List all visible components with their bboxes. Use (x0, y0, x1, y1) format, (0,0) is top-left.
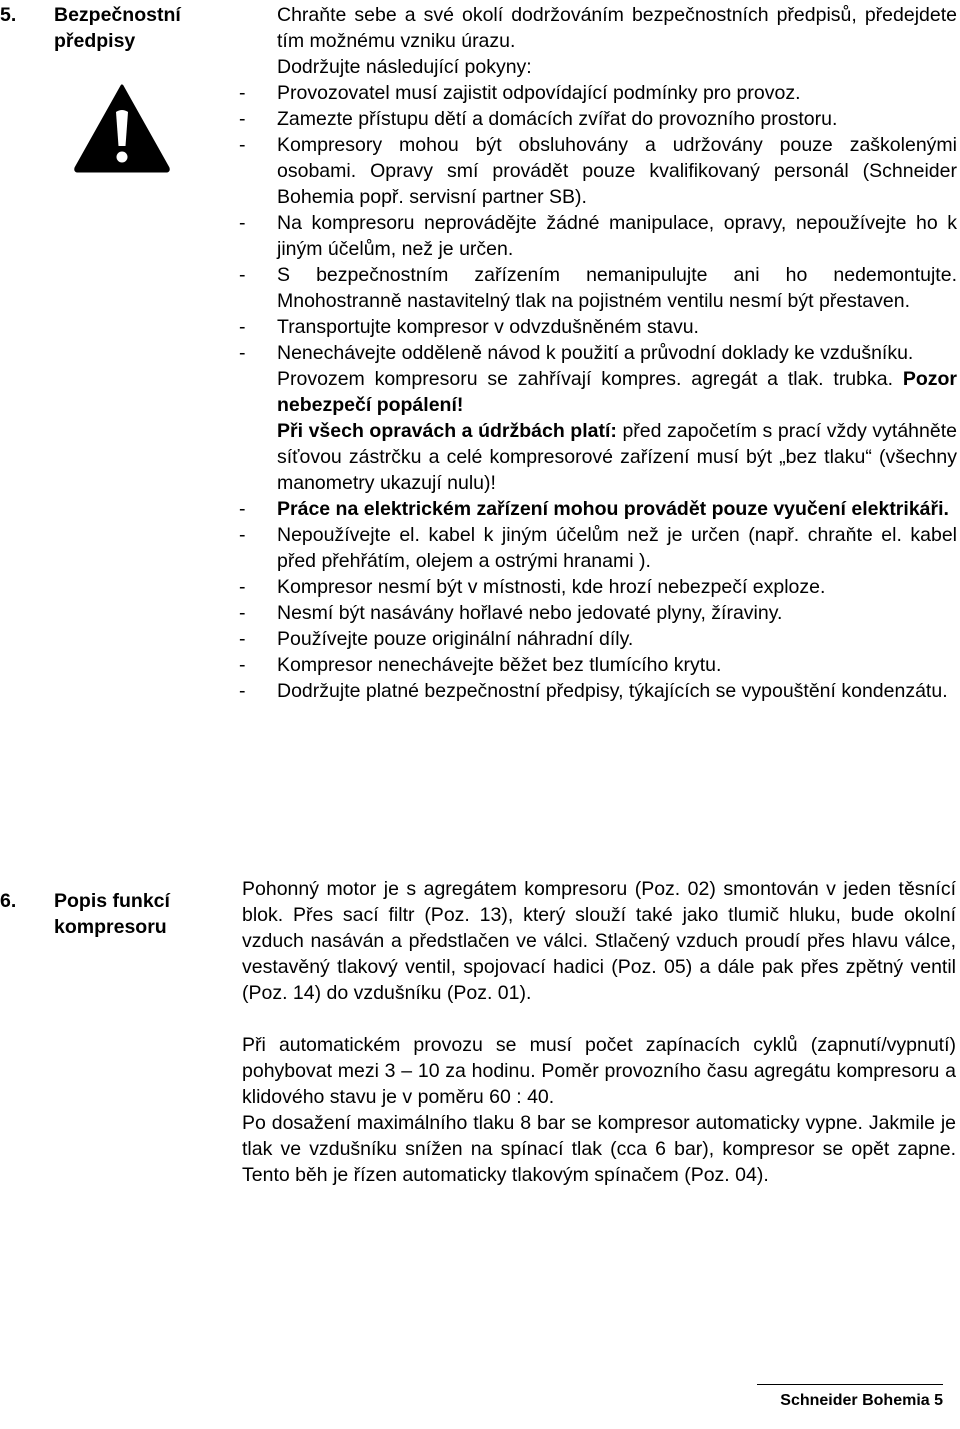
list-item (239, 106, 957, 132)
section-5-title-line: předpisy (54, 30, 136, 52)
list-dash: - (239, 264, 246, 286)
list-item-text: Transportujte kompresor v odvzdušněném stavu. (277, 316, 699, 338)
list-dash: - (239, 654, 246, 676)
list-dash: - (239, 316, 246, 338)
section-6-title-line: Popis funkcí (54, 890, 170, 912)
list-item-text: Nepoužívejte el. kabel k jiným účelům než je určen (např. chraňte el. kabel před přehřátím, olejem a ostrými hranami ). (277, 524, 957, 572)
list-item (239, 574, 957, 600)
list-item-text: Zamezte přístupu dětí a domácích zvířat do provozního prostoru. (277, 108, 838, 130)
list-dash: - (239, 524, 246, 546)
list-item-text: S bezpečnostním zařízením nemanipulujte ani ho nedemontujte. Mnohostranně nastavitelný tlak na pojistném ventilu nesmí být přestaven. (277, 264, 957, 312)
section-5-title-line: Bezpečnostní (54, 4, 181, 26)
list-dash: - (239, 108, 246, 130)
list-item (239, 600, 957, 626)
list-item-text: Dodržujte platné bezpečnostní předpisy, týkajících se vypouštění kondenzátu. (277, 680, 948, 702)
list-dash: - (239, 576, 246, 598)
heat-note (239, 366, 957, 418)
section-6-body (242, 876, 956, 1188)
list-item-text: Nenechávejte odděleně návod k použití a průvodní doklady ke vzdušníku. (277, 342, 914, 364)
section-5-title (54, 2, 181, 54)
list-item-text: Kompresor nenechávejte běžet bez tlumícího krytu. (277, 654, 722, 676)
paragraph: Při automatickém provozu se musí počet zapínacích cyklů (zapnutí/vypnutí) pohybovat mezi 3 – 10 za hodinu. Poměr provozního času agregátu kompresoru a klidového stavu je v poměru 60 : 40. (242, 1034, 956, 1108)
list-item-text: Nesmí být nasávány hořlavé nebo jedovaté plyny, žíraviny. (277, 602, 783, 624)
section-5-number: 5. (0, 4, 17, 26)
list-dash: - (239, 628, 246, 650)
list-dash: - (239, 680, 246, 702)
repair-note-text: před započetím s prací vždy vytáhněte síťovou zástrčku a celé kompresorové zařízení musí být „bez tlaku“ (všechny manometry ukazují nulu)! (277, 420, 957, 494)
list-item (239, 522, 957, 574)
page-footer: Schneider Bohemia 5 (757, 1384, 943, 1411)
list-item (239, 678, 957, 704)
list-item-text: Na kompresoru neprovádějte žádné manipulace, opravy, nepoužívejte ho k jiným účelům, než je určen. (277, 212, 957, 260)
list-item (239, 626, 957, 652)
list-item (239, 340, 957, 366)
list-dash: - (239, 602, 246, 624)
heat-note-text: Provozem kompresoru se zahřívají kompres. agregát a tlak. trubka. (277, 368, 903, 390)
list-dash: - (239, 82, 246, 104)
list-item-text: Používejte pouze originální náhradní díly. (277, 628, 634, 650)
list-dash: - (239, 212, 246, 234)
intro-text: Dodržujte následující pokyny: (277, 56, 532, 78)
list-dash: - (239, 134, 246, 156)
section-6-number: 6. (0, 890, 17, 912)
section-5-body (239, 2, 957, 704)
warning-icon (72, 82, 172, 174)
section-6-title-line: kompresoru (54, 916, 167, 938)
list-item (239, 262, 957, 314)
paragraph: Po dosažení maximálního tlaku 8 bar se kompresor automaticky vypne. Jakmile je tlak ve vzdušníku snížen na spínací tlak (cca 6 bar), kompresor se opět zapne. Tento běh je řízen automaticky tlakovým spínačem (Poz. 04). (242, 1112, 956, 1186)
intro-text: Chraňte sebe a své okolí dodržováním bezpečnostních předpisů, předejdete tím možnému vzniku úrazu. (277, 4, 957, 52)
section-6-title (54, 888, 170, 940)
repair-note (239, 418, 957, 496)
list-item (239, 314, 957, 340)
list-dash: - (239, 498, 246, 520)
list-item (239, 132, 957, 210)
paragraph: Pohonný motor je s agregátem kompresoru (Poz. 02) smontován v jeden těsnící blok. Přes sací filtr (Poz. 13), který slouží také jako tlumič hluku, bude okolní vzduch nasáván a předstlačen ve válci. Stlačený vzduch proudí přes hlavu válce, vestavěný tlakový ventil, spojovací hadici (Poz. 05) a dále pak přes zpětný ventil (Poz. 14) do vzdušníku (Poz. 01). (242, 878, 956, 1004)
list-item-text: Kompresor nesmí být v místnosti, kde hrozí nebezpečí exploze. (277, 576, 826, 598)
burn-warning: Pozor nebezpečí popálení! (277, 368, 957, 416)
list-item (239, 652, 957, 678)
list-item (239, 496, 957, 522)
list-item-text: Kompresory mohou být obsluhovány a udržovány pouze zaškolenými osobami. Opravy smí provádět pouze kvalifikovaný personál (Schneider Bohemia popř. servisní partner SB). (277, 134, 957, 208)
repair-note-lead: Při všech opravách a údržbách platí: (277, 420, 617, 442)
list-item-text: Provozovatel musí zajistit odpovídající podmínky pro provoz. (277, 82, 801, 104)
list-dash: - (239, 342, 246, 364)
electric-warning: Práce na elektrickém zařízení mohou provádět pouze vyučení elektrikáři. (277, 498, 949, 520)
list-item (239, 210, 957, 262)
list-item (239, 80, 957, 106)
